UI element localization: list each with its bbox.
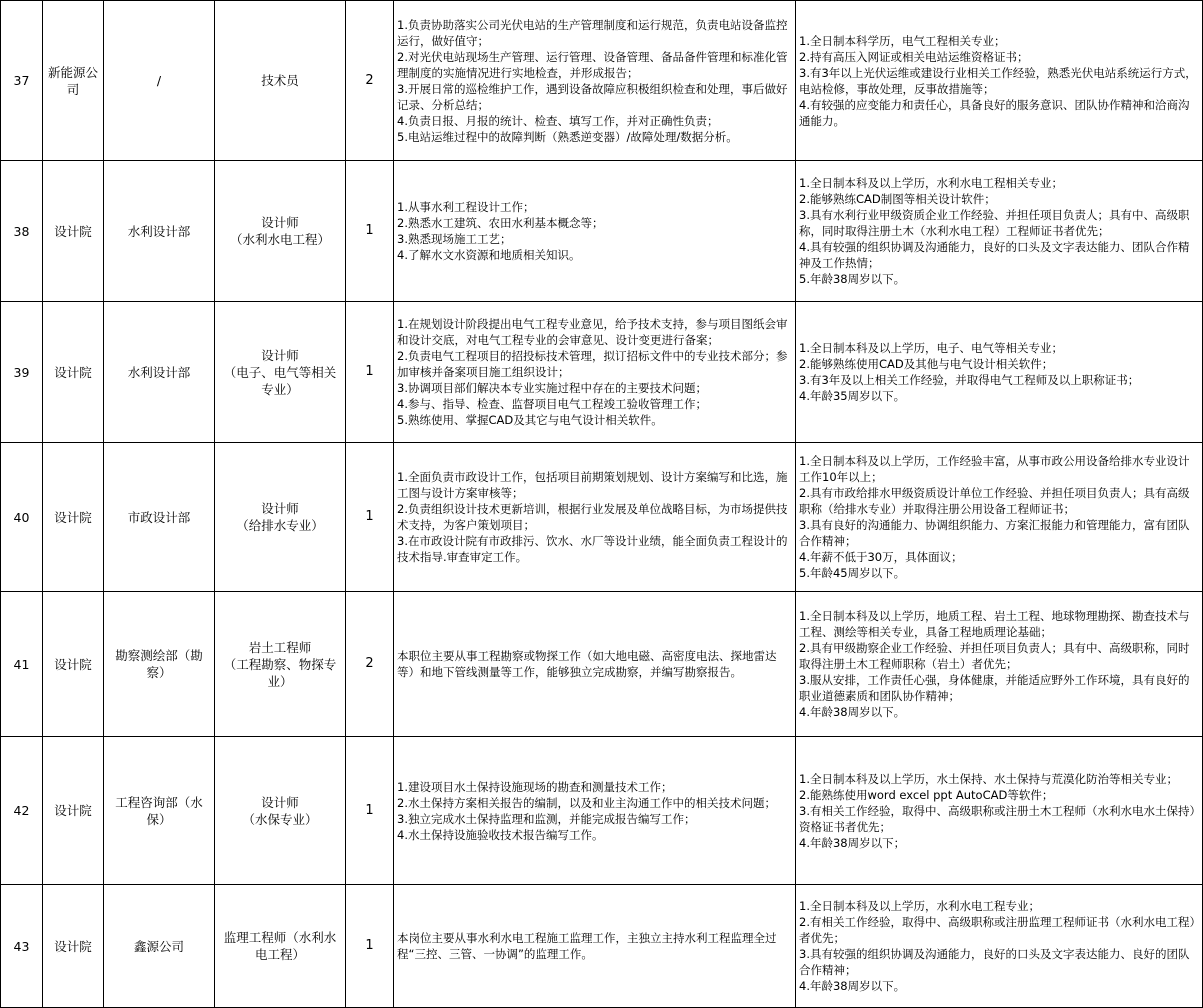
table-body <box>1 1 1203 1008</box>
row-number: 39 <box>1 302 43 443</box>
row-number: 38 <box>1 161 43 302</box>
duty-item: 3.协调项目部们解决本专业实施过程中存在的主要技术问题； <box>397 381 707 395</box>
requirements-cell <box>796 737 1203 885</box>
requirements-cell <box>796 1 1203 161</box>
duties-cell <box>394 302 796 443</box>
requirement-item: 1.全日制本科及以上学历，水土保持、水土保持与荒漠化防治等相关专业； <box>799 771 1178 786</box>
duties-cell <box>394 885 796 1008</box>
requirement-item: 2.具有市政给排水甲级资质设计单位工作经验、并担任项目负责人；具有高级职称（给排水专业）并取得注册公用设备工程师证书； <box>799 486 1190 516</box>
requirement-item: 1.全日制本科及以上学历，水利水电工程专业； <box>799 899 1040 913</box>
row-number: 42 <box>1 737 43 885</box>
department-cell: 勘察测绘部（勘察） <box>104 592 215 737</box>
position-cell: 设计师 （电子、电气等相关专业） <box>215 302 346 443</box>
requirements-cell <box>796 443 1203 592</box>
unit-cell: 设计院 <box>43 737 104 885</box>
requirement-item: 3.有相关工作经验，取得中、高级职称或注册土木工程师（水利水电水土保持）资格证书者优先； <box>799 803 1196 834</box>
headcount-cell: 1 <box>346 443 394 592</box>
requirement-item: 3.具有水利行业甲级资质企业工作经验、并担任项目负责人；具有中、高级职称，同时取得注册土木（水利水电工程）工程师证书者优先； <box>799 208 1190 238</box>
table-row <box>1 592 1203 737</box>
requirement-item: 2.持有高压入网证或相关电站运维资格证书； <box>799 49 1029 64</box>
position-cell: 监理工程师（水利水电工程） <box>215 885 346 1008</box>
duty-item: 3.熟悉现场施工工艺； <box>397 232 512 246</box>
requirement-item: 3.具有较强的组织协调及沟通能力，良好的口头及文字表达能力、良好的团队合作精神； <box>799 947 1190 977</box>
table-row <box>1 885 1203 1008</box>
duty-item: 1.在规划设计阶段提出电气工程专业意见，给予技术支持，参与项目图纸会审和设计交底，对电气工程专业的会审意见、设计变更进行备案； <box>397 317 788 347</box>
requirement-item: 1.全日制本科及以上学历，电子、电气等相关专业； <box>799 341 1063 355</box>
requirement-item: 2.能够熟练CAD制图等相关设计软件； <box>799 192 996 206</box>
duties-cell <box>394 592 796 737</box>
duties-cell <box>394 443 796 592</box>
headcount-cell: 1 <box>346 885 394 1008</box>
position-cell: 设计师 （给排水专业） <box>215 443 346 592</box>
requirement-item: 4.年龄38周岁以下； <box>799 835 906 850</box>
requirement-item: 3.有3年及以上相关工作经验，并取得电气工程师及以上职称证书； <box>799 373 1140 387</box>
table-row <box>1 161 1203 302</box>
table-row <box>1 737 1203 885</box>
requirement-item: 1.全日制本科及以上学历，工作经验丰富，从事市政公用设备给排水专业设计工作10年以上； <box>799 454 1190 484</box>
duty-item: 1.建设项目水土保持设施现场的勘查和测量技术工作； <box>397 779 673 794</box>
requirement-item: 4.年薪不低于30万，具体面议； <box>799 550 963 564</box>
headcount-cell: 2 <box>346 592 394 737</box>
requirement-item: 4.具有较强的组织协调及沟通能力，良好的口头及文字表达能力、团队合作精神及工作热情； <box>799 240 1190 270</box>
requirement-item: 2.有相关工作经验，取得中、高级职称或注册监理工程师证书（水利水电工程）者优先； <box>799 915 1196 945</box>
requirement-item: 1.全日制本科及以上学历，水利水电工程相关专业； <box>799 176 1063 190</box>
row-number: 43 <box>1 885 43 1008</box>
requirement-item: 2.能够熟练使用CAD及其他与电气设计相关软件； <box>799 357 1054 371</box>
duty-item: 1.负责协助落实公司光伏电站的生产管理制度和运行规范，负责电站设备监控运行，做好值守； <box>397 17 788 48</box>
unit-cell: 设计院 <box>43 302 104 443</box>
duty-item: 4.了解水文水资源和地质相关知识。 <box>397 248 581 262</box>
department-cell: 鑫源公司 <box>104 885 215 1008</box>
duty-item: 4.水土保持设施验收技术报告编写工作。 <box>397 827 604 842</box>
duty-item: 5.电站运维过程中的故障判断（熟悉逆变器）/故障处理/数据分析。 <box>397 129 738 144</box>
headcount-cell: 1 <box>346 302 394 443</box>
position-cell: 技术员 <box>215 1 346 161</box>
duty-item: 3.独立完成水土保持监理和监测，并能完成报告编写工作； <box>397 811 696 826</box>
duties-cell <box>394 161 796 302</box>
row-number: 41 <box>1 592 43 737</box>
department-cell: / <box>104 1 215 161</box>
requirement-item: 5.年龄38周岁以下。 <box>799 272 906 286</box>
duty-item: 1.从事水利工程设计工作； <box>397 200 535 214</box>
requirement-item: 3.有3年以上光伏运维或建设行业相关工作经验，熟悉光伏电站系统运行方式，电站检修，事故处理，反事故措施等； <box>799 65 1197 96</box>
unit-cell: 设计院 <box>43 443 104 592</box>
position-cell: 岩土工程师 （工程勘察、物探专业） <box>215 592 346 737</box>
duty-item: 5.熟练使用、掌握CAD及其它与电气设计相关软件。 <box>397 413 663 427</box>
requirement-item: 5.年龄45周岁以下。 <box>799 566 906 580</box>
duties-cell <box>394 737 796 885</box>
unit-cell: 新能源公司 <box>43 1 104 161</box>
requirements-cell <box>796 885 1203 1008</box>
table-row <box>1 302 1203 443</box>
duty-item: 4.负责日报、月报的统计、检查、填写工作，并对正确性负责； <box>397 113 719 128</box>
duty-item: 2.对光伏电站现场生产管理、运行管理、设备管理、备品备件管理和标准化管理制度的实施情况进行实地检查，并形成报告； <box>397 49 788 80</box>
requirement-item: 2.能熟练使用word excel ppt AutoCAD等软件； <box>799 787 1054 802</box>
duty-item: 2.负责组织设计技术更新培训，根据行业发展及单位战略目标，为市场提供技术支持，为客户策划项目； <box>397 502 788 532</box>
requirement-item: 1.全日制本科学历，电气工程相关专业； <box>799 33 1006 48</box>
duty-item: 4.参与、指导、检查、监督项目电气工程竣工验收管理工作； <box>397 397 707 411</box>
requirement-item: 4.年龄38周岁以下。 <box>799 979 906 993</box>
duties-cell <box>394 1 796 161</box>
requirement-item: 3.服从安排，工作责任心强，身体健康，并能适应野外工作环境，具有良好的职业道德素质和团队协作精神； <box>799 673 1190 703</box>
position-cell: 设计师 （水保专业） <box>215 737 346 885</box>
department-cell: 市政设计部 <box>104 443 215 592</box>
department-cell: 水利设计部 <box>104 302 215 443</box>
unit-cell: 设计院 <box>43 885 104 1008</box>
table-row <box>1 443 1203 592</box>
requirement-item: 4.年龄38周岁以下。 <box>799 705 906 719</box>
position-cell: 设计师 （水利水电工程） <box>215 161 346 302</box>
requirement-item: 4.有较强的应变能力和责任心，具备良好的服务意识、团队协作精神和洽商沟通能力。 <box>799 97 1190 128</box>
duty-item: 2.负责电气工程项目的招投标技术管理，拟订招标文件中的专业技术部分；参加审核并备案项目施工组织设计； <box>397 349 788 379</box>
headcount-cell: 2 <box>346 1 394 161</box>
requirements-cell <box>796 302 1203 443</box>
department-cell: 工程咨询部（水保） <box>104 737 215 885</box>
duty-item: 本职位主要从事工程勘察或物探工作（如大地电磁、高密度电法、探地雷达等）和地下管线测量等工作，能够独立完成勘察，并编写勘察报告。 <box>397 649 777 679</box>
row-number: 37 <box>1 1 43 161</box>
unit-cell: 设计院 <box>43 161 104 302</box>
duty-item: 2.水土保持方案相关报告的编制，以及和业主沟通工作中的相关技术问题； <box>397 795 776 810</box>
requirements-cell <box>796 161 1203 302</box>
requirement-item: 3.具有良好的沟通能力、协调组织能力、方案汇报能力和管理能力，富有团队合作精神； <box>799 518 1190 548</box>
duty-item: 3.在市政设计院有市政排污、饮水、水厂等设计业绩，能全面负责工程设计的技术指导.审查审定工作。 <box>397 534 788 564</box>
row-number: 40 <box>1 443 43 592</box>
unit-cell: 设计院 <box>43 592 104 737</box>
duty-item: 本岗位主要从事水利水电工程施工监理工作，主独立主持水利工程监理全过程“三控、三管、一协调”的监理工作。 <box>397 931 777 961</box>
table-row <box>1 1 1203 161</box>
duty-item: 1.全面负责市政设计工作，包括项目前期策划规划、设计方案编写和比选，施工图与设计方案审核等； <box>397 470 788 500</box>
headcount-cell: 1 <box>346 161 394 302</box>
requirement-item: 1.全日制本科及以上学历，地质工程、岩土工程、地球物理勘探、勘查技术与工程、测绘等相关专业，具备工程地质理论基础； <box>799 609 1190 639</box>
department-cell: 水利设计部 <box>104 161 215 302</box>
duty-item: 2.熟悉水工建筑、农田水利基本概念等； <box>397 216 604 230</box>
duty-item: 3.开展日常的巡检维护工作，遇到设备故障应积极组织检查和处理，事后做好记录、分析总结； <box>397 81 788 112</box>
requirements-cell <box>796 592 1203 737</box>
requirement-item: 4.年龄35周岁以下。 <box>799 389 906 403</box>
requirement-item: 2.具有甲级勘察企业工作经验、并担任项目负责人；具有中、高级职称，同时取得注册土木工程师职称（岩土）者优先； <box>799 641 1190 671</box>
headcount-cell: 1 <box>346 737 394 885</box>
